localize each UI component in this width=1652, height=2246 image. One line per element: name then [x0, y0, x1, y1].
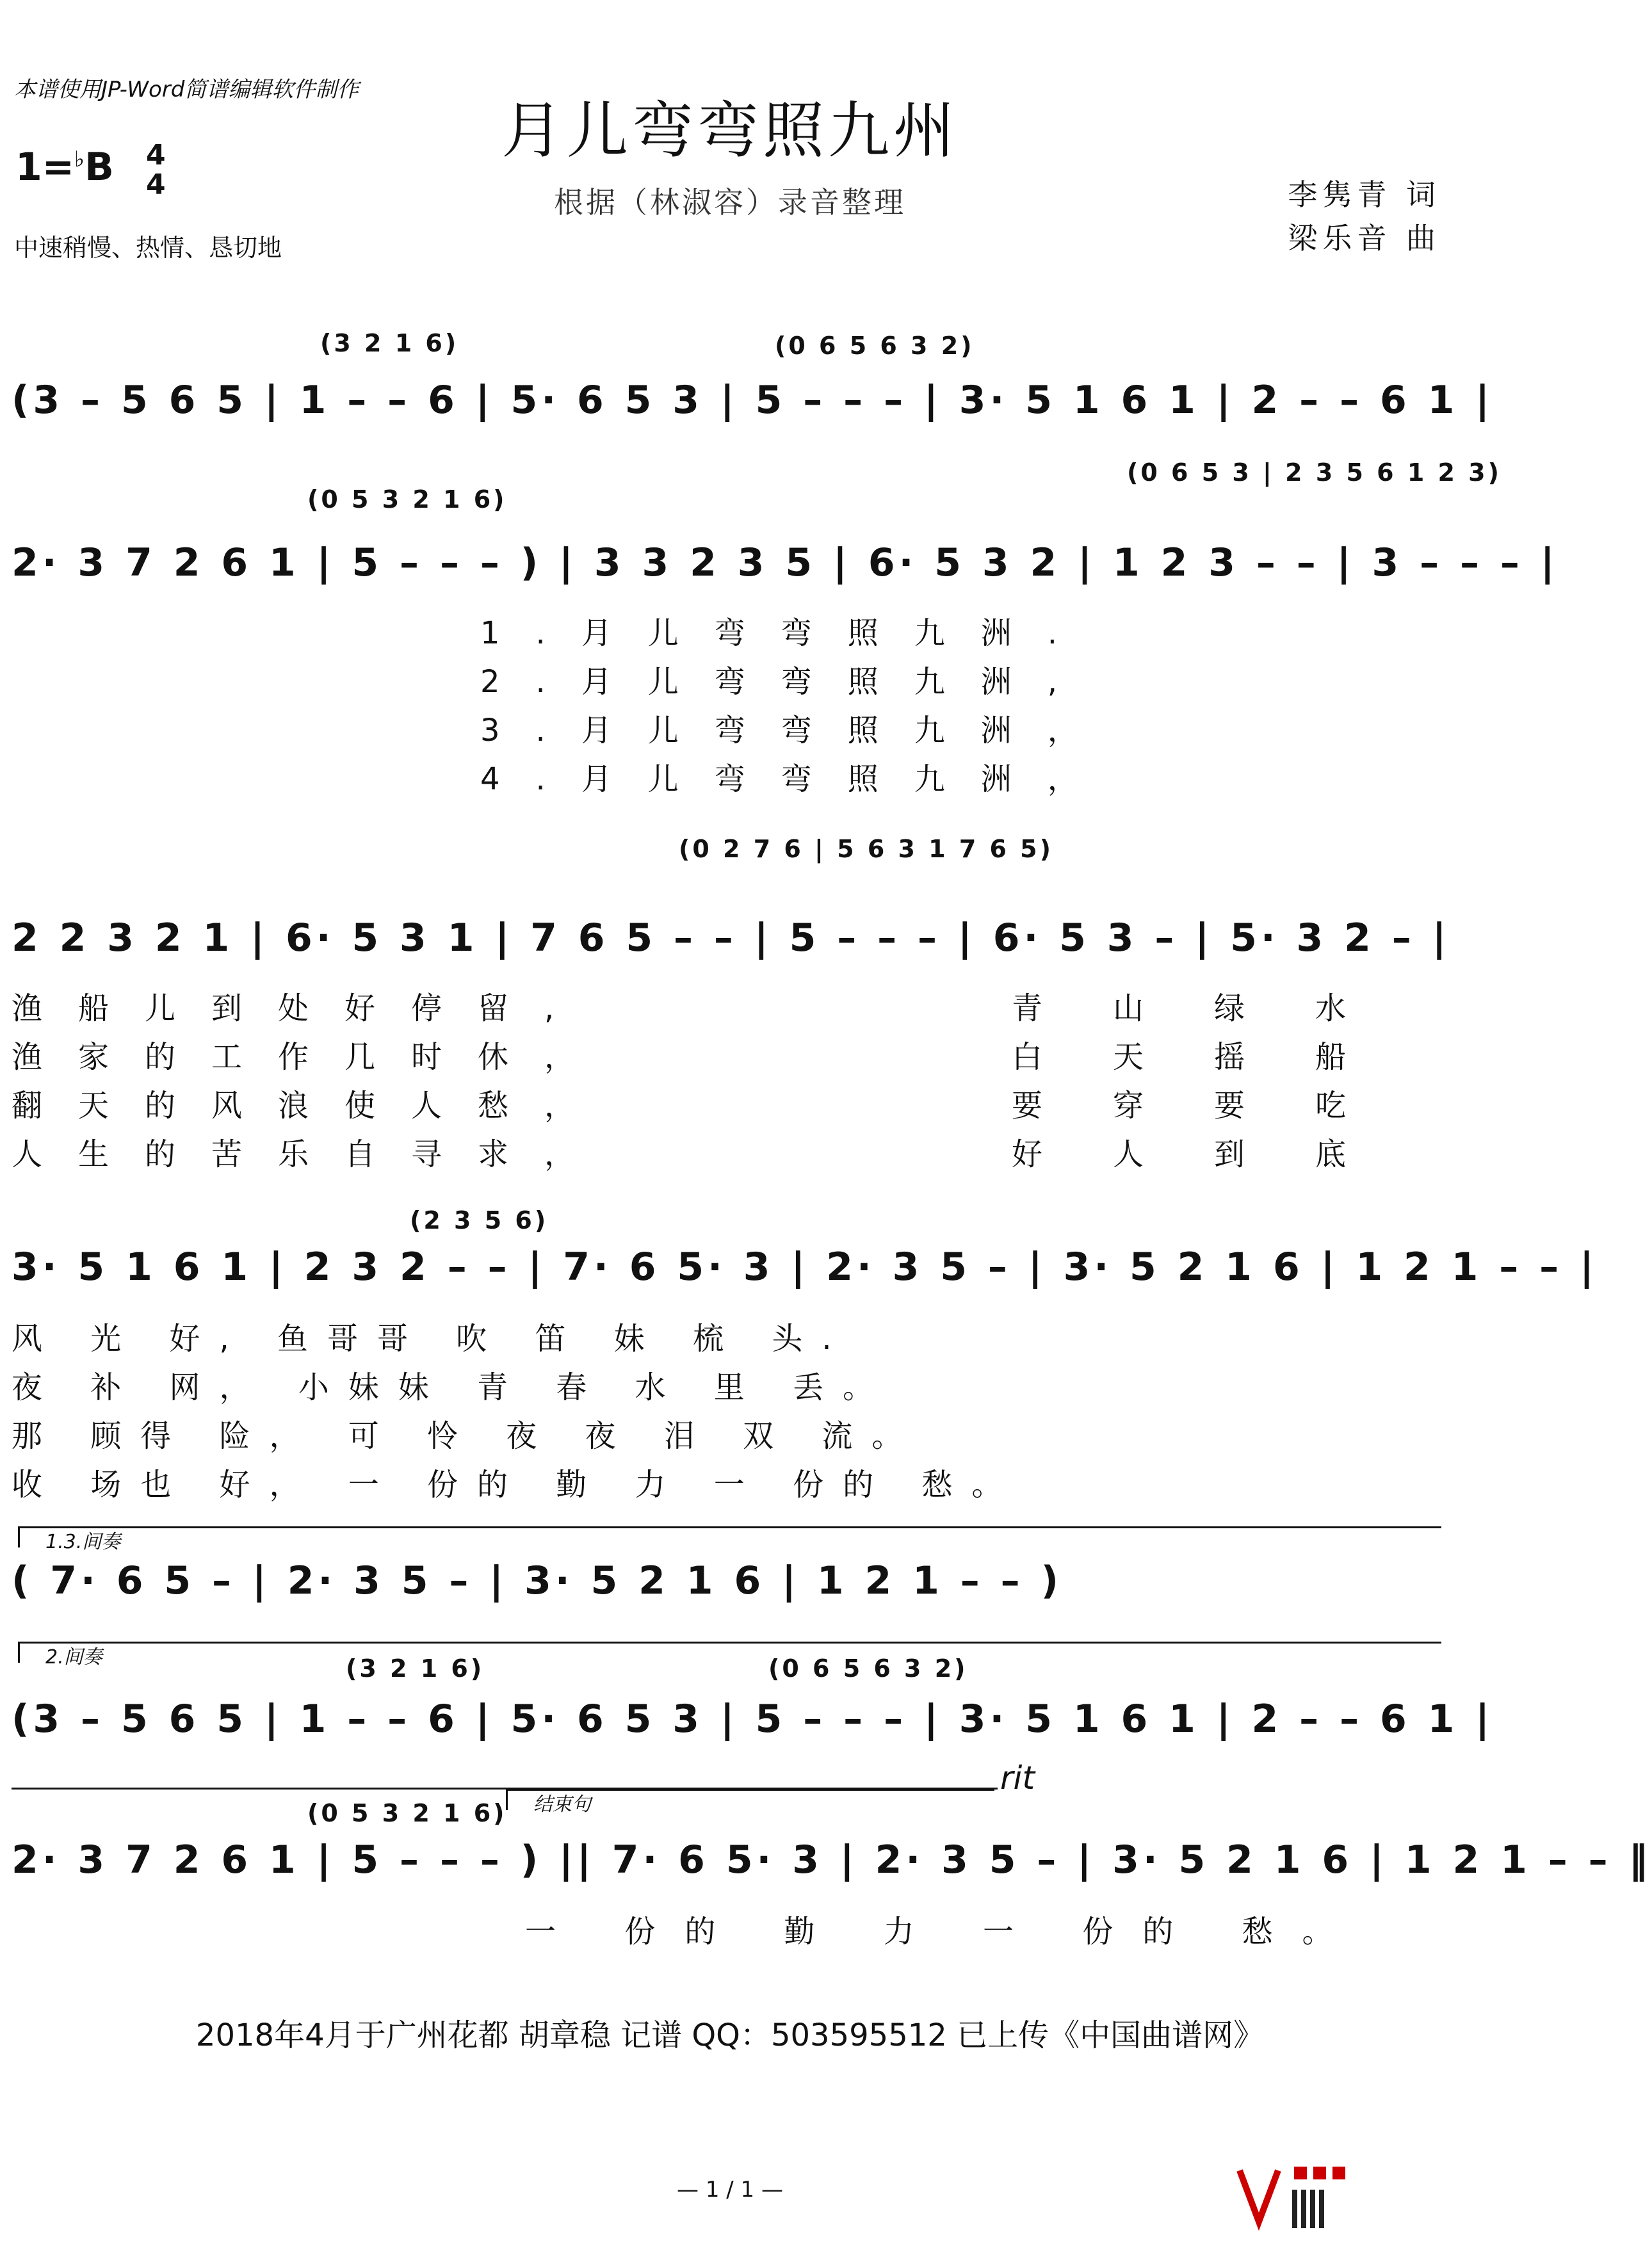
meter-bottom: 4: [146, 168, 166, 201]
lyric-verse-4-b: 好人到底: [1012, 1136, 1417, 1172]
lyric-verse-2: 夜 补 网， 小妹妹 青 春 水 里 丢。: [12, 1369, 893, 1405]
song-title: 月儿弯弯照九州: [501, 95, 959, 166]
grace-notes: (0 5 3 2 1 6): [307, 1799, 507, 1827]
lyric-verse-4: 人生的苦乐自寻求，: [12, 1136, 611, 1172]
lyric-verse-1-b: 青山绿水: [1012, 990, 1417, 1026]
site-logo: [1233, 2158, 1445, 2234]
lyric-verse-3-b: 要穿要吃: [1012, 1088, 1417, 1124]
rit-line: [12, 1788, 998, 1790]
lyric-verse-3: 3.月儿弯弯照九洲，: [480, 713, 1114, 748]
grace-notes: (0 5 3 2 1 6): [307, 485, 507, 513]
lyricist: 李隽青 词: [1288, 177, 1441, 212]
notation-row: 2 2 3 2 1 | 6· 5 3 1 | 7 6 5 – – | 5 – – – | 6· 5 3 – | 5· 3 2 – |: [12, 916, 1450, 960]
meter-top: 4: [146, 139, 166, 172]
key-note: B: [85, 145, 114, 190]
score-line-5: [0, 1517, 1460, 1626]
notation-row: 2· 3 7 2 6 1 | 5 – – – ) || 7· 6 5· 3 | 2· 3 5 – | 3· 5 2 1 6 | 1 2 1 – – ‖: [12, 1838, 1652, 1882]
lyric-verse-1: 1.月儿弯弯照九洲.: [480, 615, 1094, 651]
grace-notes: (3 2 1 6): [346, 1654, 485, 1683]
ending-bracket: [506, 1789, 994, 1816]
notation-row: 3· 5 1 6 1 | 2 3 2 – – | 7· 6 5· 3 | 2· 3 5 – | 3· 5 2 1 6 | 1 2 1 – – |: [12, 1245, 1598, 1289]
lyric-verse-2: 渔家的工作几时休，: [12, 1039, 611, 1075]
tempo-marking: 中速稍慢、热情、恳切地: [14, 234, 282, 262]
notation-row: 2· 3 7 2 6 1 | 5 – – – ) | 3 3 2 3 5 | 6· 5 3 2 | 1 2 3 – – | 3 – – – |: [12, 540, 1559, 585]
key-prefix: 1=: [15, 145, 75, 190]
key-signature: [15, 145, 114, 190]
score-line-1: [0, 320, 1494, 435]
grace-notes: (0 2 7 6 | 5 6 3 1 7 6 5): [679, 835, 1053, 863]
ending-label: 结束句: [533, 1793, 591, 1816]
lyric-verse-3: 翻天的风浪使人愁，: [12, 1088, 611, 1124]
time-signature: [146, 141, 166, 200]
page-number: — 1 / 1 —: [677, 2177, 783, 2202]
grace-notes: (0 6 5 6 3 2): [775, 332, 975, 360]
volta-bracket: [18, 1642, 1441, 1668]
volta-bracket: [18, 1526, 1441, 1553]
score-line-6: [0, 1633, 1494, 1761]
software-credit: 本谱使用JP-Word简谱编辑软件制作: [14, 77, 359, 102]
notation-row: ( 7· 6 5 – | 2· 3 5 – | 3· 5 2 1 6 | 1 2 1 – – ): [12, 1558, 1062, 1603]
lyric-verse-3: 那 顾得 险， 可 怜 夜 夜 泪 双 流。: [12, 1418, 922, 1454]
logo-icon: [1233, 2158, 1445, 2234]
lyric-verse-1: 渔船儿到处好停留,: [12, 990, 590, 1026]
grace-notes: (2 3 5 6): [410, 1206, 549, 1234]
rit-marking: rit: [1000, 1759, 1035, 1797]
score-line-3: [0, 826, 1460, 1184]
notation-row: (3 – 5 6 5 | 1 – – 6 | 5· 6 5 3 | 5 – – – | 3· 5 1 6 1 | 2 – – 6 1 |: [12, 378, 1494, 423]
grace-notes: (0 6 5 3 | 2 3 5 6 1 2 3): [1127, 458, 1502, 487]
lyric-verse-4: 收 场也 好， 一 份的 勤 力 一 份的 愁。: [12, 1467, 1022, 1503]
flat-sign: ♭: [74, 147, 85, 172]
lyric-verse-4: 4.月儿弯弯照九洲，: [480, 761, 1114, 797]
grace-notes: (3 2 1 6): [320, 329, 459, 357]
lyric-verse-2-b: 白天摇船: [1012, 1039, 1417, 1075]
score-line-7: [0, 1759, 1652, 1953]
volta-label: 2.间奏: [45, 1646, 102, 1668]
transcriber-note: 2018年4月于广州花都 胡章稳 记谱 QQ：503595512 已上传《中国曲谱网》: [195, 2017, 1265, 2053]
volta-label: 1.3.间奏: [45, 1531, 121, 1553]
lyric-verse-1: 风 光 好, 鱼哥哥 吹 笛 妹 梳 头.: [12, 1321, 851, 1357]
lyric-ending: 一 份的 勤 力 一 份的 愁。: [525, 1914, 1363, 1950]
score-line-4: [0, 1197, 1598, 1517]
song-subtitle: 根据（林淑容）录音整理: [554, 185, 906, 220]
notation-row: (3 – 5 6 5 | 1 – – 6 | 5· 6 5 3 | 5 – – – | 3· 5 1 6 1 | 2 – – 6 1 |: [12, 1697, 1494, 1741]
score-line-2: [0, 458, 1559, 807]
composer: 梁乐音 曲: [1288, 221, 1441, 255]
lyric-verse-2: 2.月儿弯弯照九洲,: [480, 664, 1094, 700]
grace-notes: (0 6 5 6 3 2): [768, 1654, 968, 1683]
